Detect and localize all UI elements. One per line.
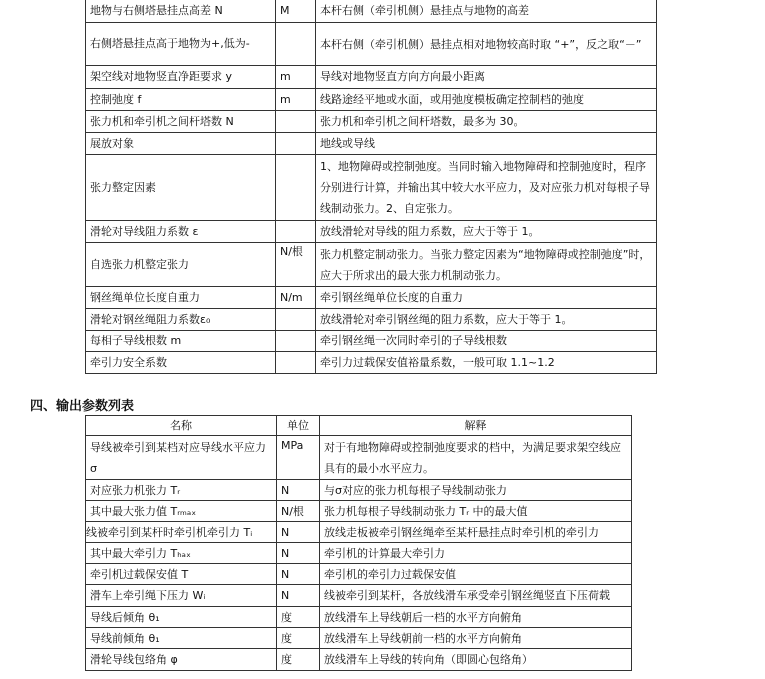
param-desc: 线路途经平地或水面，或用弛度模板确定控制档的弛度 [316, 89, 657, 111]
param-desc: 对于有地物障碍或控制弛度要求的档中，为满足要求架空线应具有的最小水平应力。 [320, 436, 632, 480]
table-row [86, 436, 632, 480]
table-row [86, 133, 657, 155]
param-name: 线被牵引到某杆时牵引机牵引力 Tᵢ [86, 522, 277, 543]
table-row [86, 628, 632, 649]
table-row [86, 23, 657, 66]
param-name: 其中最大牵引力 Tₕₐₓ [86, 543, 277, 564]
table-header-row [86, 416, 632, 436]
param-desc: 与σ对应的张力机每根子导线制动张力 [320, 480, 632, 501]
param-name: 其中最大张力值 Tᵣₘₐₓ [86, 501, 277, 522]
table-row [86, 89, 657, 111]
param-desc: 放线滑轮对牵引钢丝绳的阻力系数，应大于等于 1。 [316, 309, 657, 331]
param-desc: 牵引机的牵引力过载保安值 [320, 564, 632, 585]
param-name: 牵引力安全系数 [86, 352, 276, 374]
param-name: 导线被牵引到某档对应导线水平应力 σ [86, 436, 277, 480]
param-desc: 放线滑轮对导线的阻力系数，应大于等于 1。 [316, 221, 657, 243]
param-unit: m [276, 66, 316, 89]
column-header-unit: 单位 [277, 416, 320, 436]
param-unit [276, 331, 316, 352]
table-row [86, 564, 632, 585]
param-unit: N [277, 585, 320, 607]
param-name: 钢丝绳单位长度自重力 [86, 287, 276, 309]
section-title: 四、输出参数列表 [30, 399, 135, 414]
param-name: 自选张力机整定张力 [86, 243, 276, 287]
param-desc: 放线滑车上导线朝后一档的水平方向俯角 [320, 607, 632, 628]
output-parameter-table [85, 415, 632, 671]
param-name: 牵引机过载保安值 T [86, 564, 277, 585]
param-desc: 牵引力过载保安值裕量系数，一般可取 1.1~1.2 [316, 352, 657, 374]
param-name: 滑轮导线包络角 φ [86, 649, 277, 671]
table-row [86, 221, 657, 243]
param-unit: M [276, 0, 316, 23]
param-name: 张力整定因素 [86, 155, 276, 221]
param-name: 滑车上牵引绳下压力 Wᵢ [86, 585, 277, 607]
param-desc: 本杆右侧（牵引机侧）悬挂点相对地物较高时取 “+”，反之取“－” [316, 23, 657, 66]
param-desc: 张力机和牵引机之间杆塔数，最多为 30。 [316, 111, 657, 133]
table-row [86, 522, 632, 543]
table-row [86, 309, 657, 331]
table-row [86, 607, 632, 628]
param-unit [276, 111, 316, 133]
table-row [86, 543, 632, 564]
param-name: 地物与右侧塔悬挂点高差 N [86, 0, 276, 23]
table-row [86, 331, 657, 352]
column-header-desc: 解释 [320, 416, 632, 436]
param-name: 导线前倾角 θ₁ [86, 628, 277, 649]
param-desc: 导线对地物竖直方向方向最小距离 [316, 66, 657, 89]
param-unit [276, 23, 316, 66]
param-desc: 1、地物障碍或控制弛度。当同时输入地物障碍和控制弛度时，程序分别进行计算，并输出其中较大水平应力，及对应张力机对每根子导线制动张力。2、自定张力。 [316, 155, 657, 221]
param-unit: N [277, 543, 320, 564]
param-unit: N [277, 564, 320, 585]
param-unit: N/根 [277, 501, 320, 522]
table-row [86, 352, 657, 374]
param-name: 右侧塔悬挂点高于地物为+,低为- [86, 23, 276, 66]
param-desc: 牵引钢丝绳单位长度的自重力 [316, 287, 657, 309]
param-unit [276, 352, 316, 374]
param-name: 对应张力机张力 Tᵣ [86, 480, 277, 501]
param-desc: 张力机每根子导线制动张力 Tᵣ 中的最大值 [320, 501, 632, 522]
table-row [86, 0, 657, 23]
param-desc: 本杆右侧（牵引机侧）悬挂点与地物的高差 [316, 0, 657, 23]
table-row [86, 649, 632, 671]
param-desc: 地线或导线 [316, 133, 657, 155]
param-unit: MPa [277, 436, 320, 480]
param-desc: 放线走板被牵引钢丝绳牵至某杆悬挂点时牵引机的牵引力 [320, 522, 632, 543]
param-unit: m [276, 89, 316, 111]
table-row [86, 243, 657, 287]
param-unit: 度 [277, 649, 320, 671]
input-parameter-table [85, 0, 657, 374]
param-desc: 线被牵引到某杆，各放线滑车承受牵引钢丝绳竖直下压荷载 [320, 585, 632, 607]
param-unit: 度 [277, 607, 320, 628]
param-name: 控制弛度 f [86, 89, 276, 111]
param-desc: 张力机整定制动张力。当张力整定因素为“地物障碍或控制弛度”时，应大于所求出的最大张力机制动张力。 [316, 243, 657, 287]
param-unit [276, 221, 316, 243]
param-name: 架空线对地物竖直净距要求 y [86, 66, 276, 89]
table-row [86, 66, 657, 89]
param-name: 张力机和牵引机之间杆塔数 N [86, 111, 276, 133]
table-row [86, 155, 657, 221]
param-unit [276, 309, 316, 331]
param-unit [276, 133, 316, 155]
param-name: 滑轮对导线阻力系数 ε [86, 221, 276, 243]
param-unit: N [277, 522, 320, 543]
param-name: 导线后倾角 θ₁ [86, 607, 277, 628]
param-desc: 牵引钢丝绳一次同时牵引的子导线根数 [316, 331, 657, 352]
param-name: 滑轮对钢丝绳阻力系数ε₀ [86, 309, 276, 331]
param-desc: 牵引机的计算最大牵引力 [320, 543, 632, 564]
param-unit: N/m [276, 287, 316, 309]
table-row [86, 501, 632, 522]
param-desc: 放线滑车上导线的转向角（即圆心包络角） [320, 649, 632, 671]
table-row [86, 480, 632, 501]
param-unit: 度 [277, 628, 320, 649]
param-desc: 放线滑车上导线朝前一档的水平方向俯角 [320, 628, 632, 649]
column-header-name: 名称 [86, 416, 277, 436]
table-row [86, 287, 657, 309]
table-row [86, 111, 657, 133]
param-unit [276, 155, 316, 221]
table-row [86, 585, 632, 607]
param-unit: N/根 [276, 243, 316, 287]
param-name: 展放对象 [86, 133, 276, 155]
param-name: 每相子导线根数 m [86, 331, 276, 352]
param-unit: N [277, 480, 320, 501]
